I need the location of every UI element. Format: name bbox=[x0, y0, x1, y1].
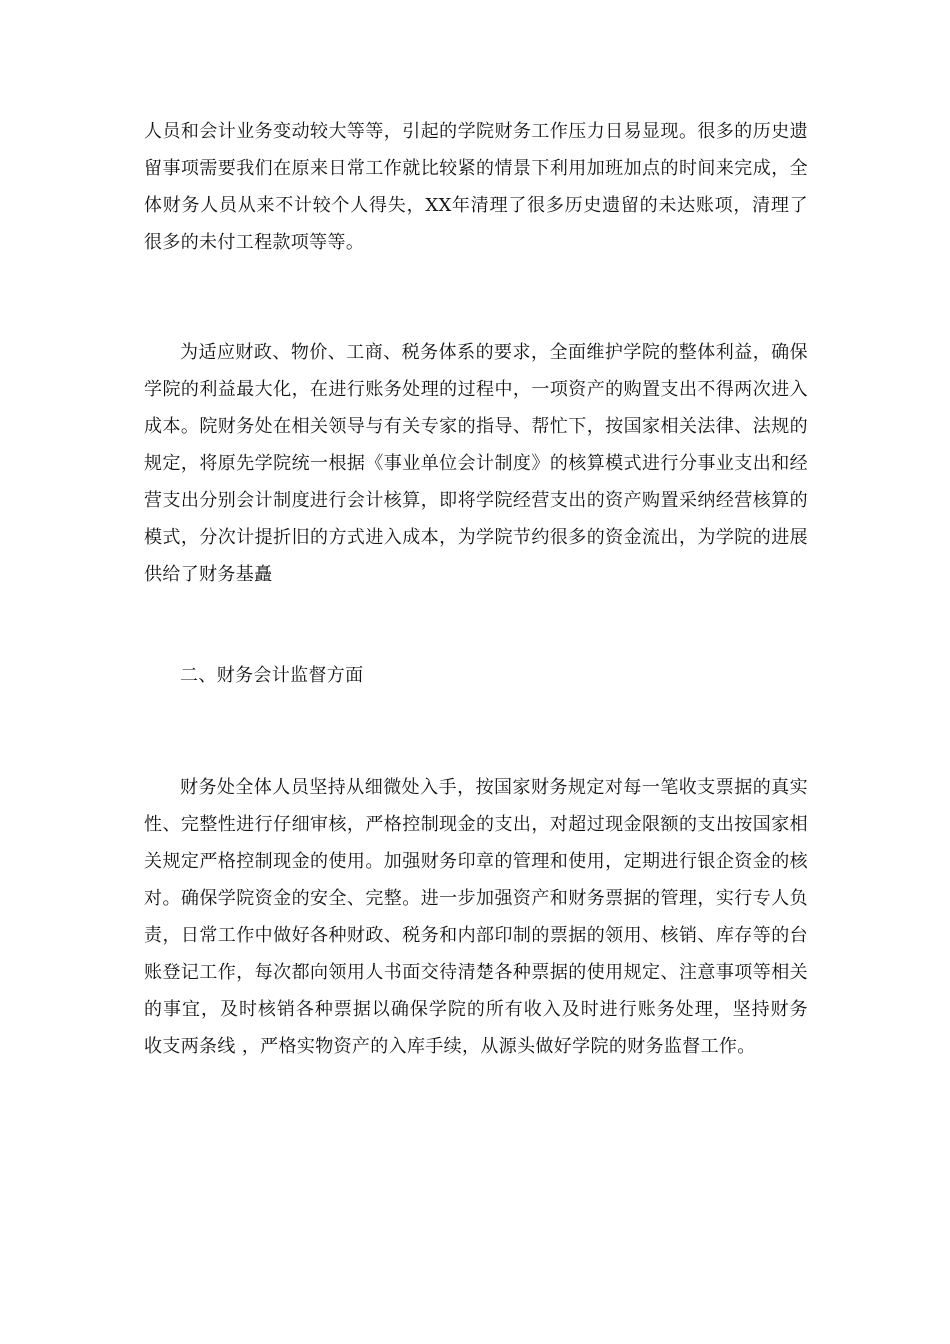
paragraph-finance-policy: 为适应财政、物价、工商、税务体系的要求，全面维护学院的整体利益，确保学院的利益最大化，在进行账务处理的过程中，一项资产的购置支出不得两次进入成本。院财务处在相关领导与有关专家的指导、帮忙下，按国家相关法律、法规的规定，将原先学院统一根据《事业单位会计制度》的核算模式进行分事业支出和经营支出分别会计制度进行会计核算，即将学院经营支出的资产购置采纳经营核算的模式，分次计提折旧的方式进入成本，为学院节约很多的资金流出，为学院的进展供给了财务基矗 bbox=[144, 342, 808, 585]
section-heading-supervision: 二、财务会计监督方面 bbox=[180, 665, 364, 686]
paragraph-supervision-details: 财务处全体人员坚持从细微处入手，按国家财务规定对每一笔收支票据的真实性、完整性进行仔细审核，严格控制现金的支出，对超过现金限额的支出按国家相关规定严格控制现金的使用。加强财务印章的管理和使用，定期进行银企资金的核对。确保学院资金的安全、完整。进一步加强资产和财务票据的管理，实行专人负责，日常工作中做好各种财政、税务和内部印制的票据的领用、核销、库存等的台账登记工作，每次都向领用人书面交待清楚各种票据的使用规定、注意事项等相关的事宜，及时核销各种票据以确保学院的所有收入及时进行账务处理，坚持财务 收支两条线 ，严格实物资产的入库手续，从源头做好学院的财务监督工作。 bbox=[144, 777, 808, 1057]
document-body bbox=[144, 113, 808, 1065]
paragraph-continuation: 人员和会计业务变动较大等等，引起的学院财务工作压力日易显现。很多的历史遗留事项需要我们在原来日常工作就比较紧的情景下利用加班加点的时间来完成，全体财务人员从来不计较个人得失，XX年清理了很多历史遗留的未达账项，清理了很多的未付工程款项等等。 bbox=[144, 121, 808, 253]
